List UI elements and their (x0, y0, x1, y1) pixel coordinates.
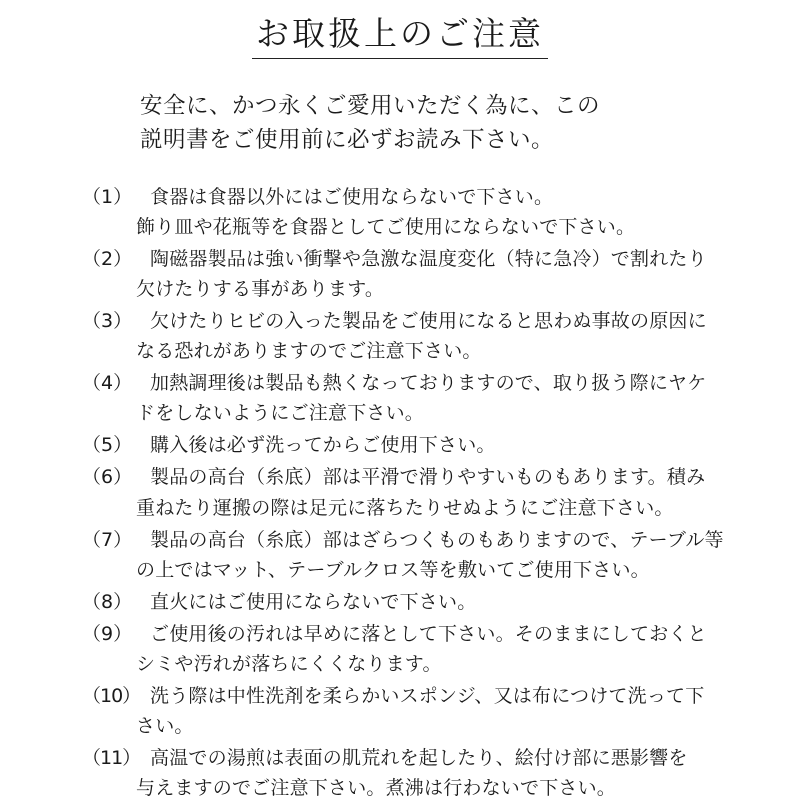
notice-list (40, 182, 760, 802)
list-item-number: （2） (82, 248, 133, 271)
list-item-number: （10） (82, 684, 141, 707)
list-item-body (136, 182, 760, 242)
list-item-number: （8） (82, 590, 133, 613)
list-item (82, 587, 760, 617)
list-item-number: （1） (82, 186, 133, 209)
list-item-line: ご使用後の汚れは早めに落として下さい。そのままにしておくと (150, 622, 707, 645)
list-item (82, 244, 760, 304)
list-item-line: シミや汚れが落ちにくくなります。 (136, 652, 442, 675)
list-item-body (150, 587, 760, 617)
list-item-body (150, 430, 760, 460)
list-item-number: （11） (82, 746, 141, 769)
list-item-number: （9） (82, 622, 133, 645)
list-item (82, 462, 760, 522)
list-item-body (136, 306, 760, 366)
list-item-line: 重ねたり運搬の際は足元に落ちたりせぬようにご注意下さい。 (136, 496, 674, 519)
list-item-body (136, 743, 760, 803)
list-item-body (136, 525, 760, 585)
list-item-line: 直火にはご使用にならないで下さい。 (150, 590, 477, 613)
list-item-line: の上ではマット、テーブルクロス等を敷いてご使用下さい。 (136, 558, 650, 581)
list-item-line: 製品の高台（糸底）部は平滑で滑りやすいものもあります。積み (150, 466, 706, 489)
list-item-number: （7） (82, 528, 133, 551)
lead-line-2: 説明書をご使用前に必ずお読み下さい。 (140, 127, 555, 154)
list-item-line: なる恐れがありますのでご注意下さい。 (136, 340, 482, 363)
list-item (82, 182, 760, 242)
list-item-line: 製品の高台（糸底）部はざらつくものもありますので、テーブル等 (150, 528, 724, 551)
list-item-line: 陶磁器製品は強い衝撃や急激な温度変化（特に急冷）で割れたり (150, 248, 707, 271)
list-item (82, 525, 760, 585)
list-item-body (136, 244, 760, 304)
list-item-line: さい。 (136, 714, 194, 737)
lead-paragraph (40, 89, 760, 159)
list-item (82, 368, 760, 428)
list-item-line: 欠けたりする事があります。 (136, 278, 385, 301)
list-item (82, 430, 760, 460)
list-item-line: 加熱調理後は製品も熱くなっておりますので、取り扱う際にヤケ (150, 372, 707, 395)
list-item-line: 与えますのでご注意下さい。煮沸は行わないで下さい。 (136, 776, 617, 799)
list-item-body (136, 619, 760, 679)
page-title-text: お取扱上のご注意 (252, 14, 548, 59)
list-item-body (136, 368, 760, 428)
list-item (82, 743, 760, 803)
list-item-number: （6） (82, 466, 133, 489)
list-item-line: ドをしないようにご注意下さい。 (136, 402, 425, 425)
list-item-line: 食器は食器以外にはご使用ならないで下さい。 (150, 186, 554, 209)
list-item-number: （4） (82, 372, 133, 395)
list-item (82, 681, 760, 741)
list-item-number: （5） (82, 434, 133, 457)
page-title (40, 14, 760, 59)
list-item-line: 欠けたりヒビの入った製品をご使用になると思わぬ事故の原因に (150, 310, 707, 333)
list-item-body (136, 681, 760, 741)
list-item-line: 高温での湯煎は表面の肌荒れを起したり、絵付け部に悪影響を (150, 746, 688, 769)
list-item-line: 購入後は必ず洗ってからご使用下さい。 (150, 434, 496, 457)
list-item-line: 洗う際は中性洗剤を柔らかいスポンジ、又は布につけて洗って下 (150, 684, 705, 707)
list-item-body (136, 462, 760, 522)
lead-line-1: 安全に、かつ永くご愛用いただく為に、この (140, 92, 601, 119)
list-item (82, 619, 760, 679)
list-item (82, 306, 760, 366)
list-item-number: （3） (82, 310, 133, 333)
list-item-line: 飾り皿や花瓶等を食器としてご使用にならないで下さい。 (136, 216, 636, 239)
